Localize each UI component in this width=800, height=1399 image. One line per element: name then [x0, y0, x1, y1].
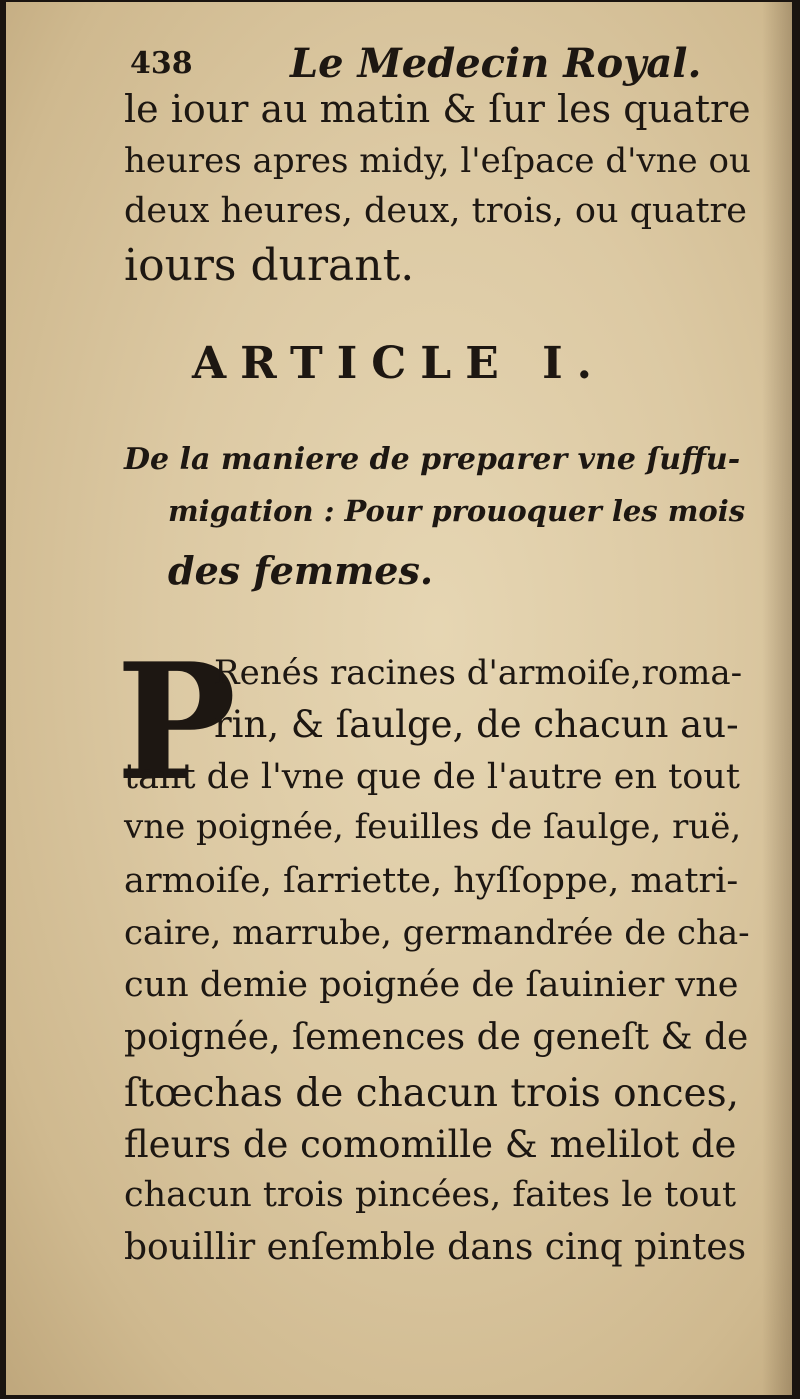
body-line: fleurs de comomille & melilot de	[124, 1123, 737, 1166]
page-number: 438	[130, 46, 193, 81]
body-line: poignée, ſemences de geneſt & de	[124, 1017, 749, 1058]
article-heading: ARTICLE I.	[192, 338, 606, 389]
body-line: caire, marrube, germandrée de cha-	[124, 913, 750, 953]
article-subtitle-line: des femmes.	[168, 548, 434, 593]
body-line: tant de l'vne que de l'autre en tout	[124, 757, 740, 797]
book-page	[6, 2, 792, 1395]
body-line: cun demie poignée de ſauinier vne	[124, 965, 739, 1005]
body-line: Renés racines d'armoiſe,roma-	[214, 653, 743, 693]
intro-line: le iour au matin & ſur les quatre	[124, 87, 751, 131]
body-line: armoiſe, ſarriette, hyſſoppe, matri-	[124, 861, 739, 901]
drop-cap-letter: P	[116, 628, 237, 816]
intro-line: deux heures, deux, trois, ou quatre	[124, 191, 747, 231]
body-line: rin, & ſaulge, de chacun au-	[214, 703, 739, 746]
intro-line: heures apres midy, l'eſpace d'vne ou	[124, 141, 751, 181]
article-subtitle-line: migation : Pour prouoquer les mois	[168, 494, 746, 528]
body-line: bouillir enſemble dans cinq pintes	[124, 1227, 747, 1268]
running-title: Le Medecin Royal.	[290, 40, 702, 87]
intro-line: iours durant.	[124, 240, 415, 291]
body-line: chacun trois pincées, faites le tout	[124, 1175, 737, 1215]
article-subtitle-line: De la maniere de preparer vne ſuffu-	[124, 442, 741, 477]
body-line: vne poignée, feuilles de ſaulge, ruë,	[124, 807, 742, 847]
body-line: ſtœchas de chacun trois onces,	[124, 1071, 740, 1116]
page-header	[116, 38, 736, 88]
